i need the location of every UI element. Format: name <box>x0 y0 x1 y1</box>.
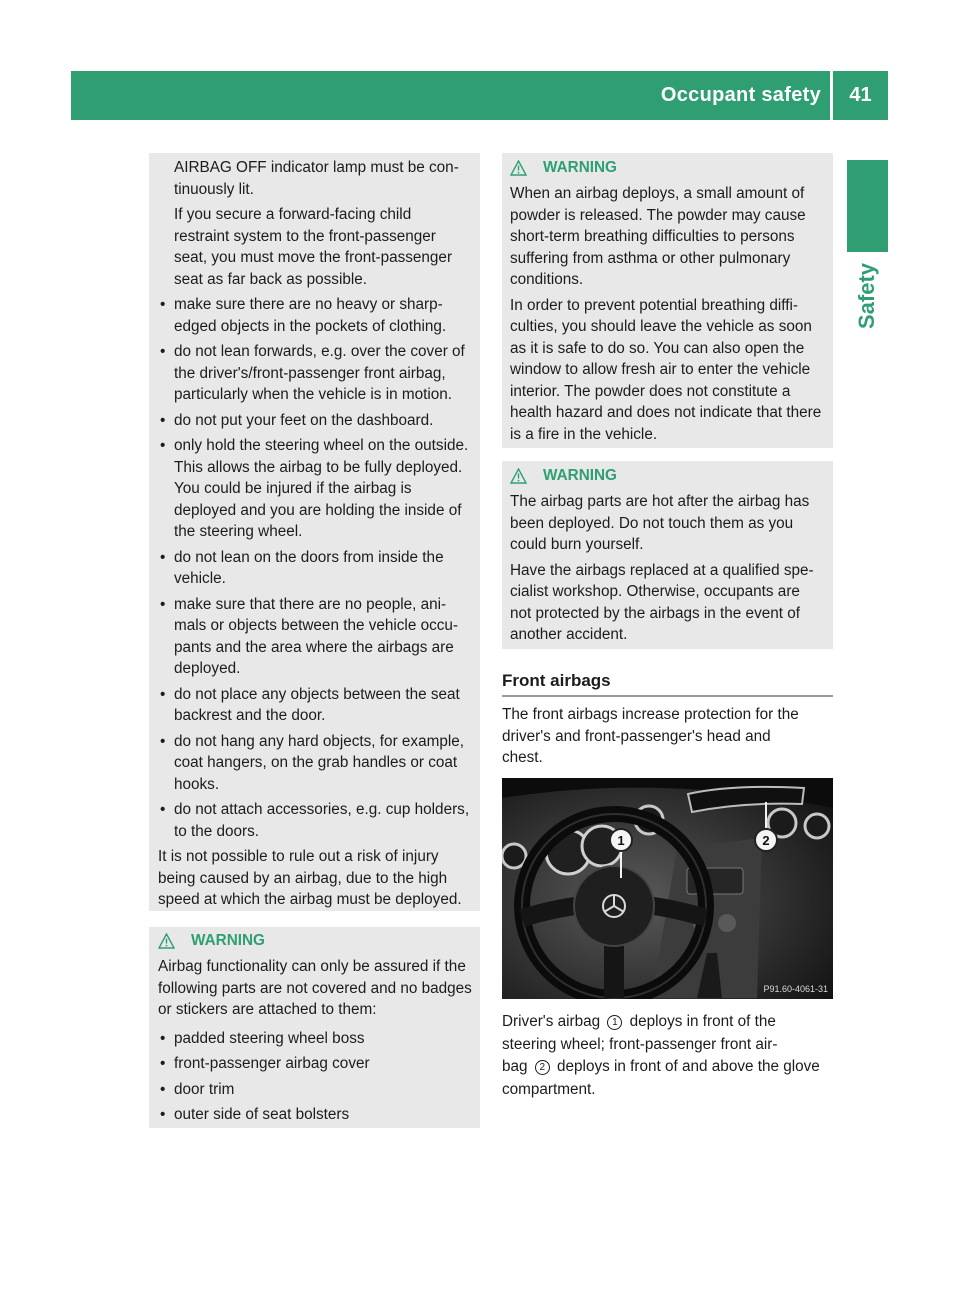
text-line: speed at which the airbag must be deployed. <box>158 891 462 908</box>
text-line: culties, you should leave the vehicle as soon <box>510 318 812 335</box>
text-line: • make sure there are no heavy or sharp- <box>174 296 443 313</box>
text-line: interior. The powder does not constitute a <box>510 382 791 400</box>
text-line: The front airbags increase protection for the <box>502 706 799 723</box>
warning-box-hot-parts <box>502 461 833 649</box>
warning-title: WARNING <box>543 159 617 177</box>
text-line: is a fire in the vehicle. <box>510 425 658 443</box>
text-line: coat hangers, on the grab handles or coat <box>174 754 458 771</box>
bullet-item <box>158 294 474 337</box>
text-line: to the doors. <box>174 822 260 840</box>
warning-box-airbag-function <box>149 927 480 1128</box>
text-line: conditions. <box>510 271 584 288</box>
bullet-item <box>158 435 474 543</box>
text-line: another accident. <box>510 626 628 643</box>
warning-triangle-icon <box>158 933 175 949</box>
caption-line: compartment. <box>502 1080 596 1098</box>
text-line: • do not lean forwards, e.g. over the cover of <box>174 343 465 360</box>
section-heading: Front airbags <box>502 671 833 697</box>
bullet-item: • padded steering wheel boss <box>158 1028 474 1050</box>
text-line: • do not attach accessories, e.g. cup holders, <box>174 801 470 818</box>
text-line: seat, you must move the front-passenger <box>174 249 453 266</box>
text-line: • do not lean on the doors from inside the <box>174 548 444 566</box>
text-line: the steering wheel. <box>174 523 303 540</box>
text-line: following parts are not covered and no badges <box>158 979 472 997</box>
text-line: • do not place any objects between the seat <box>174 685 460 703</box>
text-line: You could be injured if the airbag is <box>174 480 412 497</box>
bullet-item: • outer side of seat bolsters <box>158 1104 474 1126</box>
text-line: backrest and the door. <box>174 707 326 724</box>
section-intro <box>502 704 837 769</box>
bullet-item <box>158 594 474 680</box>
section-title: Occupant safety <box>660 84 821 106</box>
paragraph <box>510 295 827 446</box>
text-line: Airbag functionality can only be assured if the <box>158 958 466 975</box>
text-line: hooks. <box>174 775 220 793</box>
text-line: short-term breathing difficulties to persons <box>510 228 795 245</box>
image-code: P91.60-4061-31 <box>763 984 828 994</box>
text-line: edged objects in the pockets of clothing. <box>174 317 447 335</box>
text-line: the driver's/front-passenger front airbag, <box>174 364 446 382</box>
intro-line: tinuously lit. <box>174 180 254 198</box>
text-line: deployed. <box>174 660 241 677</box>
warning-heading <box>510 157 827 179</box>
bullet-item <box>158 731 474 796</box>
caption-line: steering wheel; front-passenger front air- <box>502 1035 778 1053</box>
caption-text: Driver's airbag <box>502 1013 605 1030</box>
dashboard-illustration <box>502 778 833 999</box>
warning-box-powder <box>502 153 833 448</box>
warning-title: WARNING <box>191 932 265 950</box>
text-line: • only hold the steering wheel on the outside. <box>174 437 469 454</box>
text-line: The airbag parts are hot after the airbag has <box>510 493 810 510</box>
bullet-item: • front-passenger airbag cover <box>158 1053 474 1075</box>
paragraph <box>158 204 474 290</box>
bullet-item <box>158 341 474 406</box>
bullet-item <box>158 410 474 432</box>
warning-heading <box>158 930 474 952</box>
text-line: vehicle. <box>174 570 226 587</box>
intro-line: AIRBAG OFF indicator lamp must be con- <box>174 159 459 176</box>
text-line: window to allow fresh air to enter the vehicle <box>510 361 811 378</box>
warning-title: WARNING <box>543 467 617 485</box>
callout-2: 2 <box>762 833 770 848</box>
text-line: cialist workshop. Otherwise, occupants are <box>510 583 800 600</box>
caption-text: deploys in front of the <box>625 1013 776 1030</box>
dashboard-photo <box>502 778 833 999</box>
warning-triangle-icon <box>510 160 527 176</box>
chapter-tab <box>847 160 888 252</box>
callout-ref-2: 2 <box>535 1060 550 1075</box>
text-line: pants and the area where the airbags are <box>174 638 454 656</box>
text-line: powder is released. The powder may cause <box>510 206 806 224</box>
text-line: In order to prevent potential breathing diffi- <box>510 296 798 314</box>
image-caption <box>502 1011 837 1101</box>
text-line: It is not possible to rule out a risk of injury <box>158 848 439 865</box>
bullet-item <box>158 684 474 727</box>
caption-text: deploys in front of and above the glove <box>552 1058 820 1075</box>
text-line: When an airbag deploys, a small amount of <box>510 185 805 202</box>
text-line: • make sure that there are no people, ani- <box>174 595 447 613</box>
callout-1: 1 <box>617 833 625 848</box>
callout-ref-1: 1 <box>607 1015 622 1030</box>
text-line: health hazard and does not indicate that there <box>510 404 822 421</box>
text-line: This allows the airbag to be fully deployed. <box>174 458 463 476</box>
text-line: • do not put your feet on the dashboard. <box>174 411 434 429</box>
text-line: as it is safe to do so. You can also open the <box>510 339 805 357</box>
text-line: chest. <box>502 749 543 766</box>
chapter-label <box>847 256 888 336</box>
text-line: Have the airbags replaced at a qualified spe- <box>510 561 814 579</box>
closing-paragraph <box>158 846 474 911</box>
text-line: could burn yourself. <box>510 536 644 553</box>
page-header <box>71 71 888 120</box>
warning-heading <box>510 465 827 487</box>
text-line: or stickers are attached to them: <box>158 1001 377 1018</box>
bullet-item <box>158 799 474 842</box>
text-line: being caused by an airbag, due to the high <box>158 869 448 887</box>
left-info-box <box>149 153 480 911</box>
caption-line <box>502 1056 837 1079</box>
text-line: • do not hang any hard objects, for example, <box>174 732 464 750</box>
text-line: been deployed. Do not touch them as you <box>510 514 794 532</box>
caption-text: bag <box>502 1058 532 1075</box>
text-line: mals or objects between the vehicle occu- <box>174 617 458 634</box>
text-line: seat as far back as possible. <box>174 270 368 288</box>
text-line: suffering from asthma or other pulmonary <box>510 249 791 267</box>
bullet-item: • door trim <box>158 1079 474 1101</box>
page-number: 41 <box>849 84 872 106</box>
text-line: driver's and front-passenger's head and <box>502 727 771 745</box>
caption-line <box>502 1011 837 1034</box>
chapter-label-text: Safety <box>854 262 880 330</box>
bullet-item <box>158 547 474 590</box>
warning-triangle-icon <box>510 468 527 484</box>
text-line: If you secure a forward-facing child <box>174 206 412 223</box>
text-line: restraint system to the front-passenger <box>174 227 436 245</box>
text-line: deployed and you are holding the inside of <box>174 501 462 519</box>
text-line: not protected by the airbags in the event of <box>510 604 800 622</box>
paragraph <box>510 560 827 646</box>
text-line: particularly when the vehicle is in motion. <box>174 386 453 403</box>
